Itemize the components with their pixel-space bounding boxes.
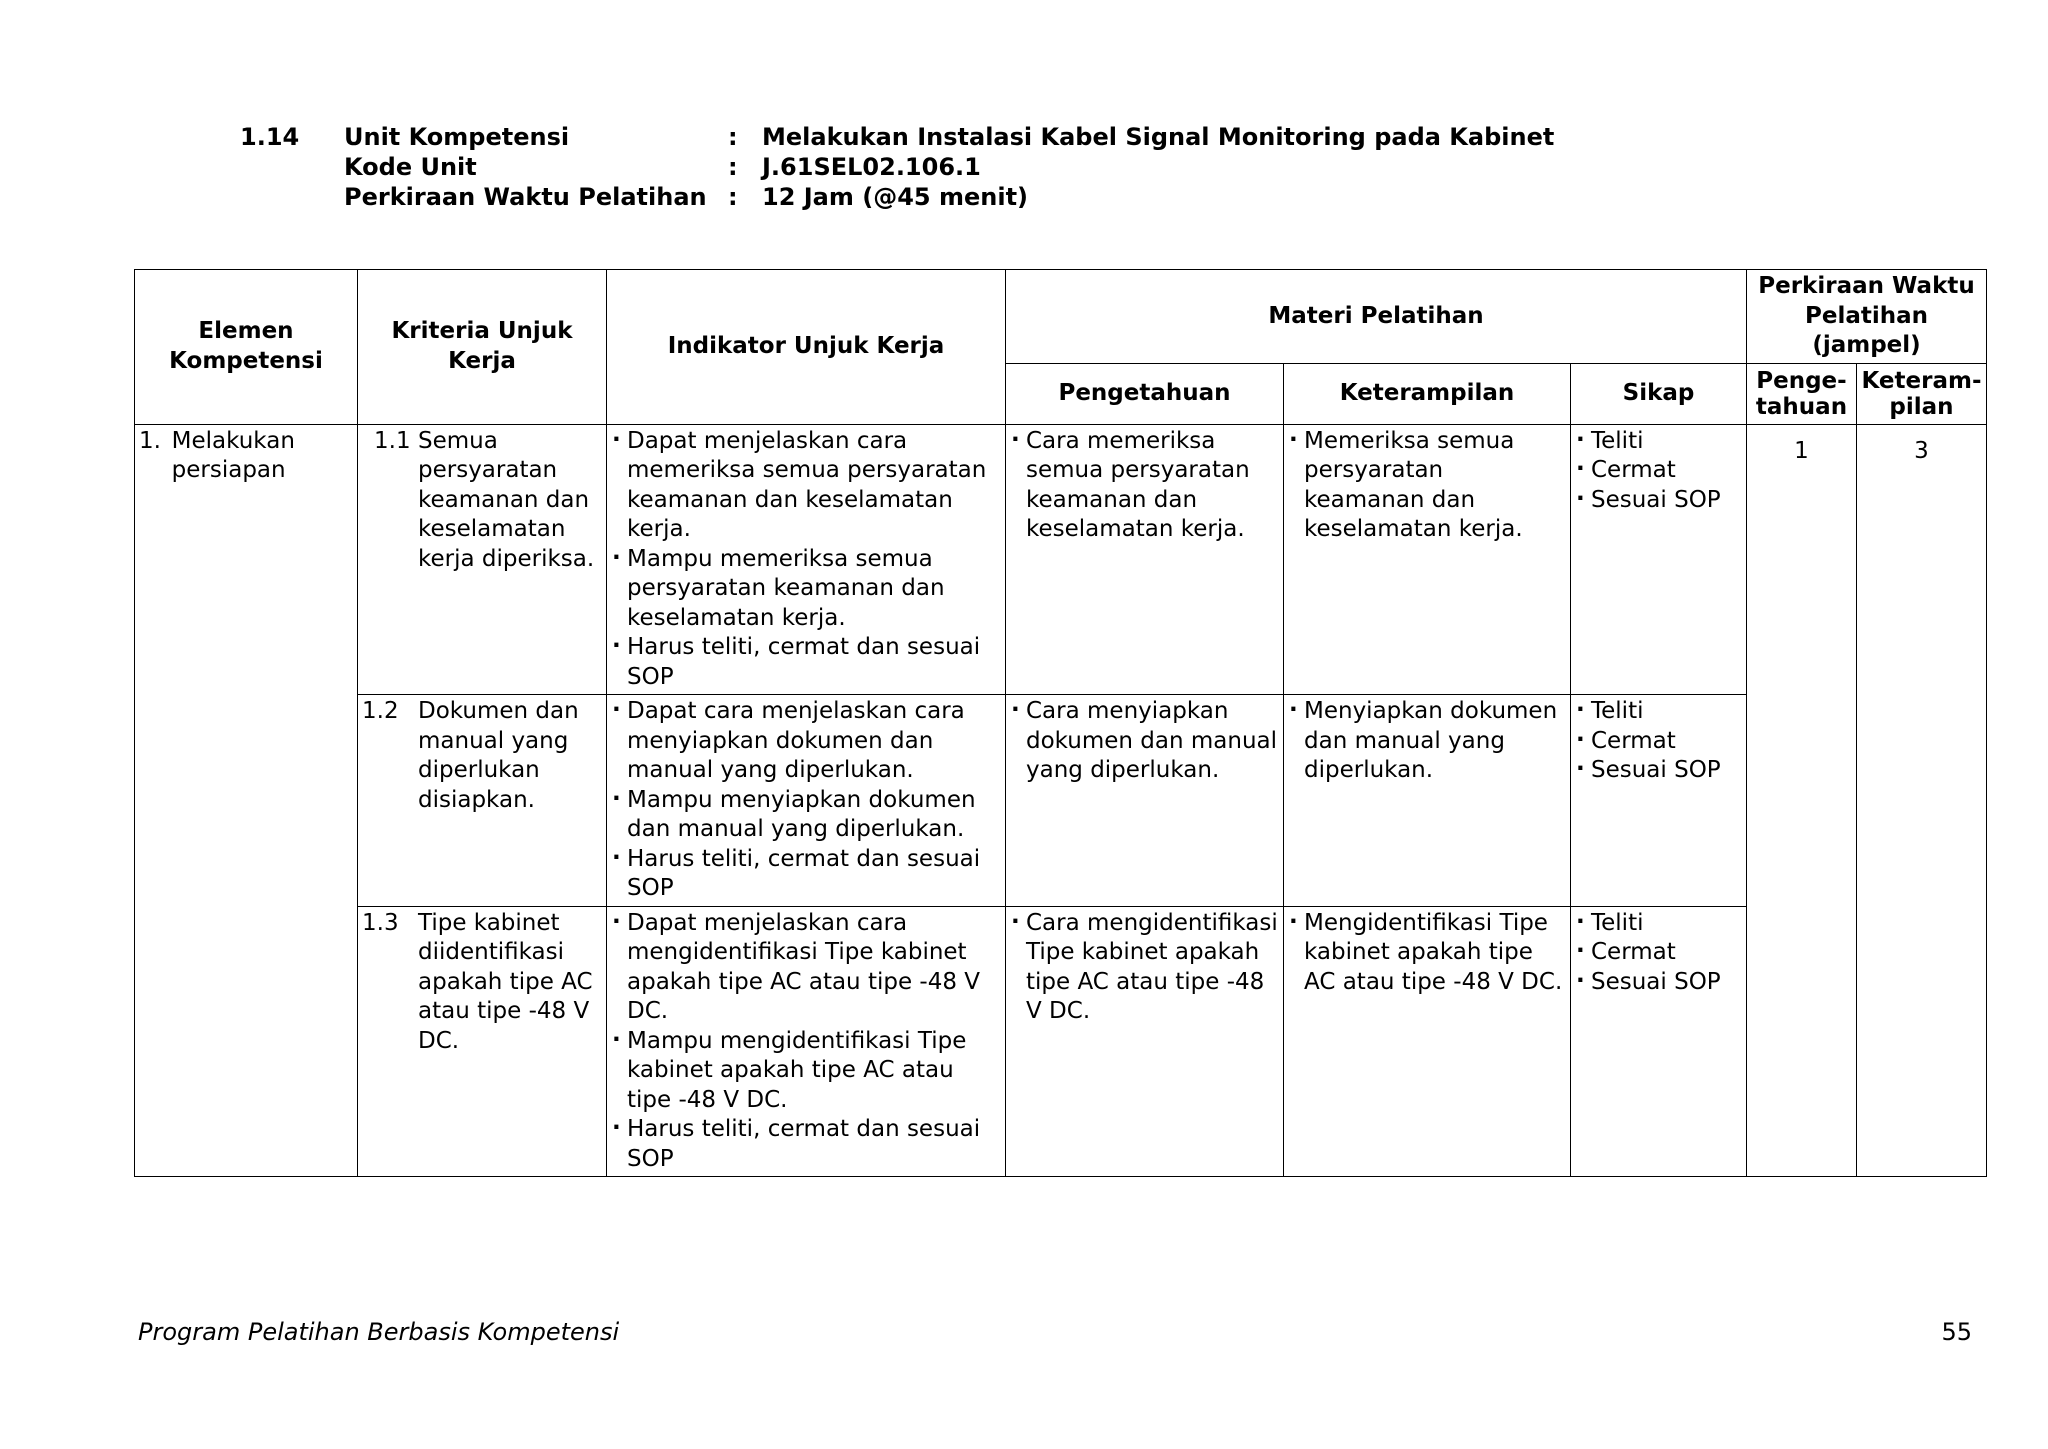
kriteria-cell <box>358 695 607 907</box>
competency-table <box>134 269 1987 1177</box>
list-item: · Mampu memeriksa semua persyaratan keamanan dan keselamatan kerja. <box>611 545 1001 634</box>
kriteria-cell <box>358 906 607 1177</box>
kriteria-text: Tipe kabinet diidentifikasi apakah tipe AC atau tipe -48 V DC. <box>418 909 593 1054</box>
keterampilan-cell <box>1284 424 1571 695</box>
header-elemen: Elemen Kompetensi <box>135 270 358 425</box>
table-row <box>135 906 1987 1177</box>
kode-value: J.61SEL02.106.1 <box>762 153 981 181</box>
kriteria-number: 1.1 <box>374 427 411 454</box>
list-item: · Dapat menjelaskan cara mengidentifikasi Tipe kabinet apakah tipe AC atau tipe -48 V DC. <box>611 909 1001 1027</box>
list-item: · Cara memeriksa semua persyaratan keamanan dan keselamatan kerja. <box>1010 427 1279 545</box>
list-item: · Mampu menyiapkan dokumen dan manual yang diperlukan. <box>611 786 1001 845</box>
footer-program-title: Program Pelatihan Berbasis Kompetensi <box>138 1318 620 1346</box>
sikap-cell <box>1571 695 1747 907</box>
waktu-colon: : <box>728 183 738 211</box>
list-item: · Teliti <box>1575 697 1742 727</box>
table-row <box>135 424 1987 695</box>
waktu-keterampilan-value: 3 <box>1857 424 1987 1177</box>
kriteria-text: Dokumen dan manual yang diperlukan disiapkan. <box>418 698 579 813</box>
pengetahuan-cell <box>1006 424 1284 695</box>
unit-label: Unit Kompetensi <box>344 123 570 151</box>
list-item: · Teliti <box>1575 909 1742 939</box>
list-item: · Sesuai SOP <box>1575 486 1742 516</box>
sikap-cell <box>1571 906 1747 1177</box>
list-item: · Cara mengidentifikasi Tipe kabinet apakah tipe AC atau tipe -48 V DC. <box>1010 909 1279 1027</box>
header-keterampilan: Keterampilan <box>1284 363 1571 424</box>
kriteria-text: Semua persyaratan keamanan dan keselamatan kerja diperiksa. <box>418 427 595 572</box>
list-item: · Cara menyiapkan dokumen dan manual yang diperlukan. <box>1010 697 1279 786</box>
pengetahuan-cell <box>1006 906 1284 1177</box>
kode-label: Kode Unit <box>344 153 477 181</box>
unit-number: 1.14 <box>240 123 300 151</box>
header-sikap: Sikap <box>1571 363 1747 424</box>
header-kriteria: Kriteria Unjuk Kerja <box>358 270 607 425</box>
indikator-cell <box>607 906 1006 1177</box>
sikap-cell <box>1571 424 1747 695</box>
indikator-cell <box>607 695 1006 907</box>
list-item: · Harus teliti, cermat dan sesuai SOP <box>611 845 1001 904</box>
kriteria-number: 1.2 <box>362 698 399 724</box>
list-item: · Sesuai SOP <box>1575 756 1742 786</box>
elemen-text: Melakukan persiapan <box>171 427 295 483</box>
header-pengetahuan: Pengetahuan <box>1006 363 1284 424</box>
pengetahuan-cell <box>1006 695 1284 907</box>
kriteria-number: 1.3 <box>362 909 399 936</box>
unit-header-row <box>240 122 1554 152</box>
indikator-cell <box>607 424 1006 695</box>
kriteria-cell <box>358 424 607 695</box>
list-item: · Harus teliti, cermat dan sesuai SOP <box>611 633 1001 692</box>
unit-colon: : <box>728 123 738 151</box>
header-waktu-pengetahuan: Penge- tahuan <box>1747 363 1857 424</box>
list-item: · Dapat menjelaskan cara memeriksa semua persyaratan keamanan dan keselamatan kerja. <box>611 427 1001 545</box>
list-item: · Harus teliti, cermat dan sesuai SOP <box>611 1115 1001 1174</box>
header-indikator: Indikator Unjuk Kerja <box>607 270 1006 425</box>
table-row <box>135 695 1987 907</box>
page-number: 55 <box>1941 1318 1972 1346</box>
list-item: · Cermat <box>1575 938 1742 968</box>
unit-header <box>240 122 1554 212</box>
waktu-value: 12 Jam (@45 menit) <box>762 183 1029 211</box>
list-item: · Memeriksa semua persyaratan keamanan dan keselamatan kerja. <box>1288 427 1566 545</box>
list-item: · Teliti <box>1575 427 1742 457</box>
waktu-pengetahuan-value: 1 <box>1747 424 1857 1177</box>
list-item: · Cermat <box>1575 727 1742 757</box>
elemen-number: 1. <box>139 427 161 454</box>
waktu-label: Perkiraan Waktu Pelatihan <box>344 183 707 211</box>
waktu-header-row <box>240 182 1554 212</box>
list-item: · Dapat cara menjelaskan cara menyiapkan dokumen dan manual yang diperlukan. <box>611 697 1001 786</box>
header-waktu-keterampilan: Keteram- pilan <box>1857 363 1987 424</box>
list-item: · Sesuai SOP <box>1575 968 1742 998</box>
kode-header-row <box>240 152 1554 182</box>
keterampilan-cell <box>1284 695 1571 907</box>
list-item: · Cermat <box>1575 456 1742 486</box>
unit-value: Melakukan Instalasi Kabel Signal Monitoring pada Kabinet <box>762 123 1555 151</box>
keterampilan-cell <box>1284 906 1571 1177</box>
list-item: · Mampu mengidentifikasi Tipe kabinet apakah tipe AC atau tipe -48 V DC. <box>611 1027 1001 1116</box>
elemen-cell <box>135 424 358 1177</box>
list-item: · Mengidentifikasi Tipe kabinet apakah tipe AC atau tipe -48 V DC. <box>1288 909 1566 998</box>
header-waktu: Perkiraan Waktu Pelatihan (jampel) <box>1747 270 1987 364</box>
kode-colon: : <box>728 153 738 181</box>
header-materi: Materi Pelatihan <box>1006 270 1747 364</box>
list-item: · Menyiapkan dokumen dan manual yang diperlukan. <box>1288 697 1566 786</box>
